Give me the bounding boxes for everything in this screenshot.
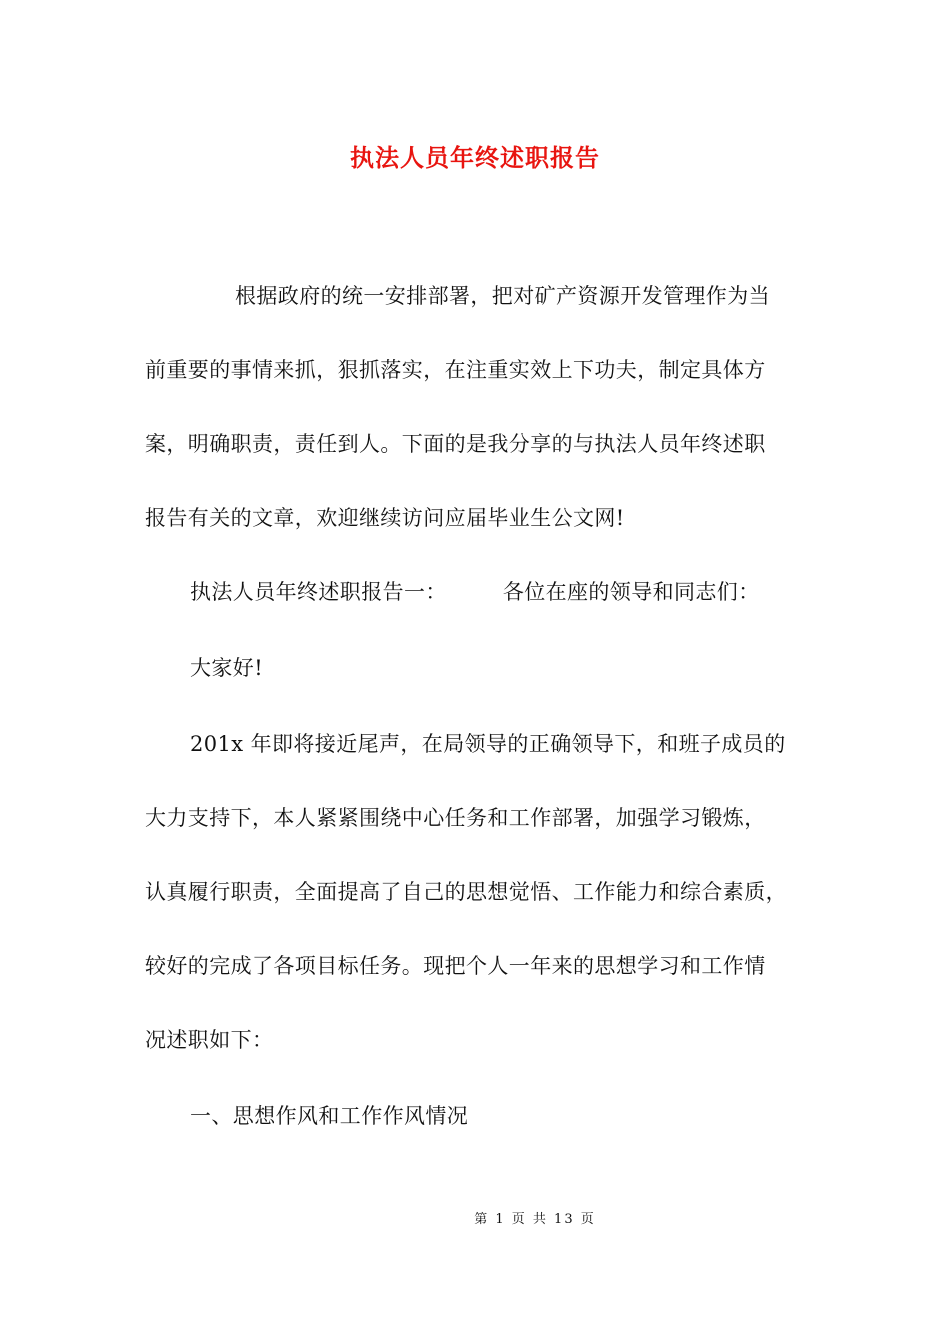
page-number: 第 1 页 共 13 页 (474, 1212, 596, 1227)
paragraph-line: 案，明确职责，责任到人。下面的是我分享的与执法人员年终述职 (145, 432, 766, 456)
paragraph-line: 根据政府的统一安排部署，把对矿产资源开发管理作为当 (235, 284, 770, 308)
paragraph-line: 认真履行职责，全面提高了自己的思想觉悟、工作能力和综合素质， (145, 880, 787, 904)
document-title: 执法人员年终述职报告 (350, 143, 600, 172)
salutation: 各位在座的领导和同志们： (502, 580, 760, 604)
section-heading-line (190, 578, 760, 606)
paragraph-line: 较好的完成了各项目标任务。现把个人一年来的思想学习和工作情 (145, 954, 766, 978)
section-heading: 一、思想作风和工作作风情况 (190, 1104, 469, 1128)
paragraph-line: 况述职如下： (145, 1028, 274, 1052)
greeting-line: 大家好! (190, 656, 264, 680)
paragraph-line: 报告有关的文章，欢迎继续访问应届毕业生公文网! (145, 506, 625, 530)
paragraph-line: 201x 年即将接近尾声，在局领导的正确领导下，和班子成员的 (190, 732, 786, 756)
paragraph-line: 大力支持下，本人紧紧围绕中心任务和工作部署，加强学习锻炼， (145, 806, 766, 830)
paragraph-line: 前重要的事情来抓，狠抓落实，在注重实效上下功夫，制定具体方 (145, 358, 766, 382)
report-heading: 执法人员年终述职报告一： (190, 580, 447, 604)
